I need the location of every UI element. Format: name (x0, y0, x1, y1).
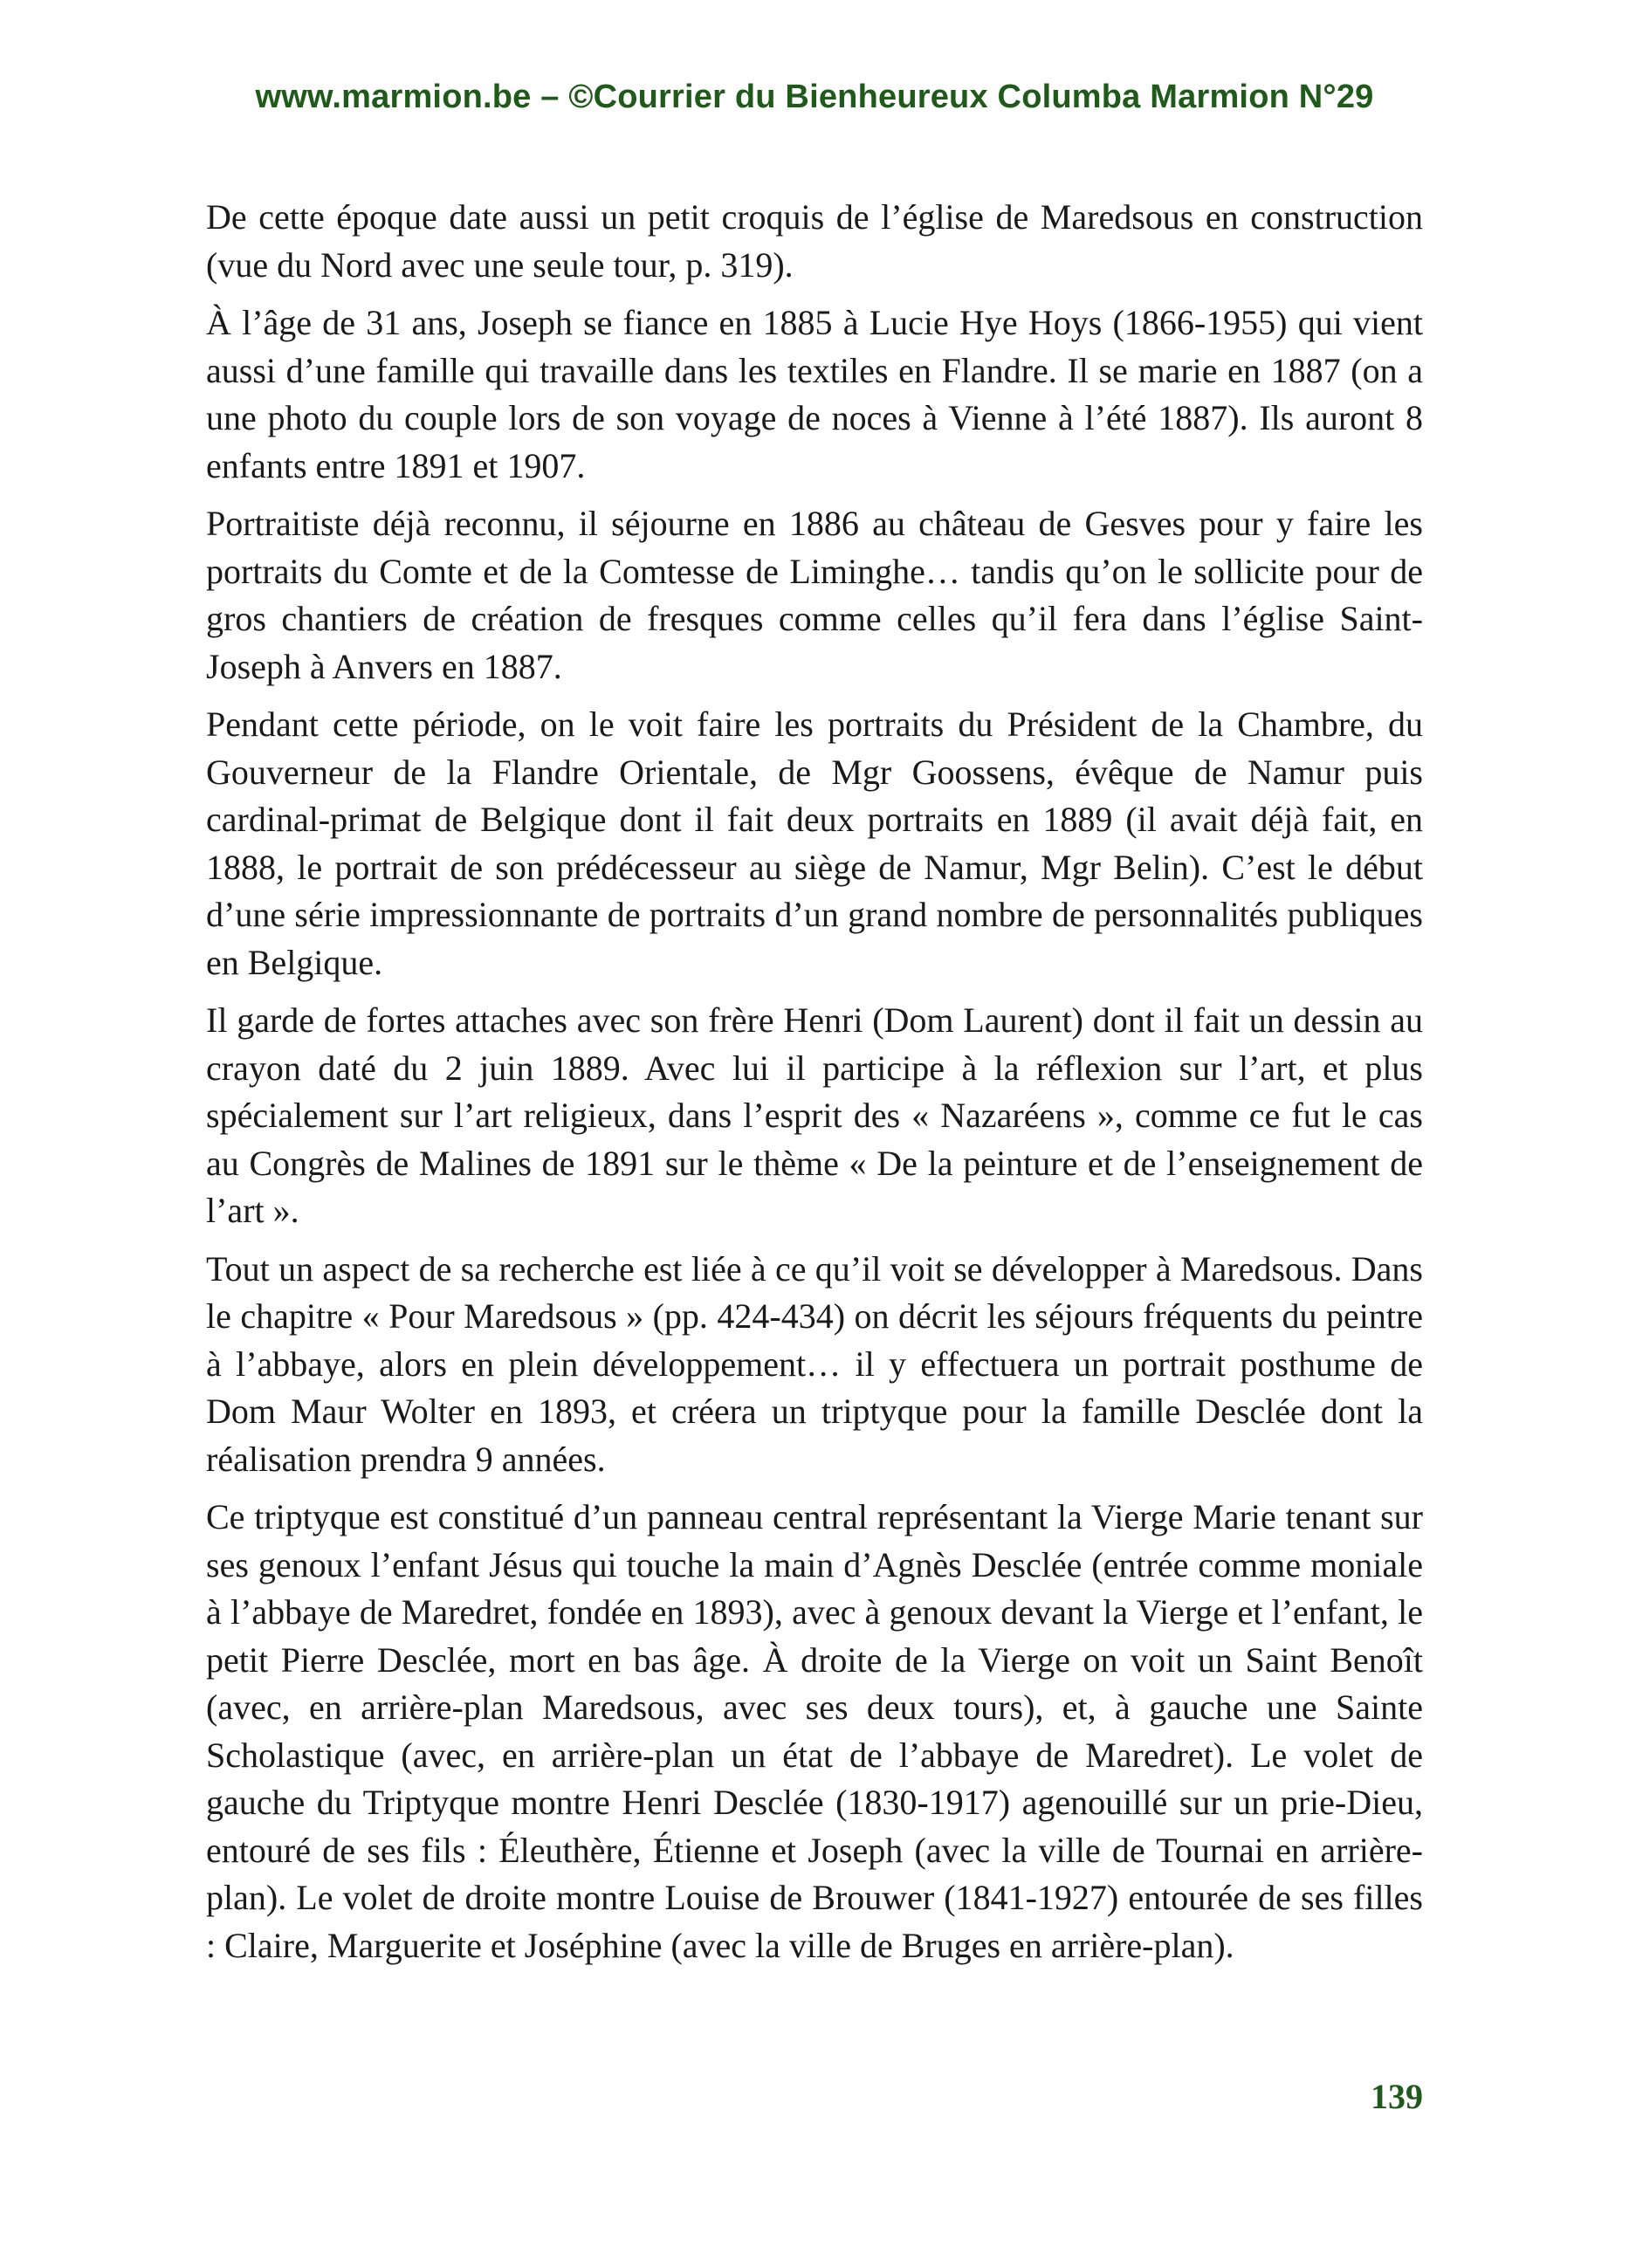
running-header: www.marmion.be – ©Courrier du Bienheureux Columba Marmion N°29 (255, 79, 1374, 115)
page-number: 139 (1371, 2077, 1423, 2116)
paragraph: De cette époque date aussi un petit croquis de l’église de Maredsous en construction (vue du Nord avec une seule tour, p. 319). (206, 197, 1423, 285)
paragraph: Pendant cette période, on le voit faire les portraits du Président de la Chambre, du Gouverneur de la Flandre Orientale, de Mgr Goossens, évêque de Namur puis cardinal-primat de Belgique dont il fait deux portraits en 1889 (il avait déjà fait, en 1888, le portrait de son prédécesseur au siège de Namur, Mgr Belin). C’est le début d’une série impressionnante de portraits d’un grand nombre de personnalités publiques en Belgique. (206, 704, 1423, 982)
paragraph: Portraitiste déjà reconnu, il séjourne en 1886 au château de Gesves pour y faire les portraits du Comte et de la Comtesse de Liminghe… tandis qu’on le sollicite pour de gros chantiers de création de fresques comme celles qu’il fera dans l’église Saint-Joseph à Anvers en 1887. (206, 504, 1423, 686)
paragraph: Ce triptyque est constitué d’un panneau central représentant la Vierge Marie tenant sur ses genoux l’enfant Jésus qui touche la main d’Agnès Desclée (entrée comme moniale à l’abbaye de Maredret, fondée en 1893), avec à genoux devant la Vierge et l’enfant, le petit Pierre Desclée, mort en bas âge. À droite de la Vierge on voit un Saint Benoît (avec, en arrière-plan Maredsous, avec ses deux tours), et, à gauche une Sainte Scholastique (avec, en arrière-plan un état de l’abbaye de Maredret). Le volet de gauche du Triptyque montre Henri Desclée (1830-1917) agenouillé sur un prie-Dieu, entouré de ses fils : Éleuthère, Étienne et Joseph (avec la ville de Tournai en arrière-plan). Le volet de droite montre Louise de Brouwer (1841-1927) entourée de ses filles : Claire, Marguerite et Joséphine (avec la ville de Bruges en arrière-plan). (206, 1497, 1423, 1965)
paragraph: Il garde de fortes attaches avec son frère Henri (Dom Laurent) dont il fait un dessin au crayon daté du 2 juin 1889. Avec lui il participe à la réflexion sur l’art, et plus spécialement sur l’art religieux, dans l’esprit des « Nazaréens », comme ce fut le cas au Congrès de Malines de 1891 sur le thème « De la peinture et de l’enseignement de l’art ». (206, 1000, 1423, 1230)
article-body (206, 194, 1423, 1980)
paragraph: Tout un aspect de sa recherche est liée à ce qu’il voit se développer à Maredsous. Dans le chapitre « Pour Maredsous » (pp. 424-434) on décrit les séjours fréquents du peintre à l’abbaye, alors en plein développement… il y effectuera un portrait posthume de Dom Maur Wolter en 1893, et créera un triptyque pour la famille Desclée dont la réalisation prendra 9 années. (206, 1248, 1423, 1479)
paragraph: À l’âge de 31 ans, Joseph se fiance en 1885 à Lucie Hye Hoys (1866-1955) qui vient aussi d’une famille qui travaille dans les textiles en Flandre. Il se marie en 1887 (on a une photo du couple lors de son voyage de noces à Vienne à l’été 1887). Ils auront 8 enfants entre 1891 et 1907. (206, 303, 1423, 485)
